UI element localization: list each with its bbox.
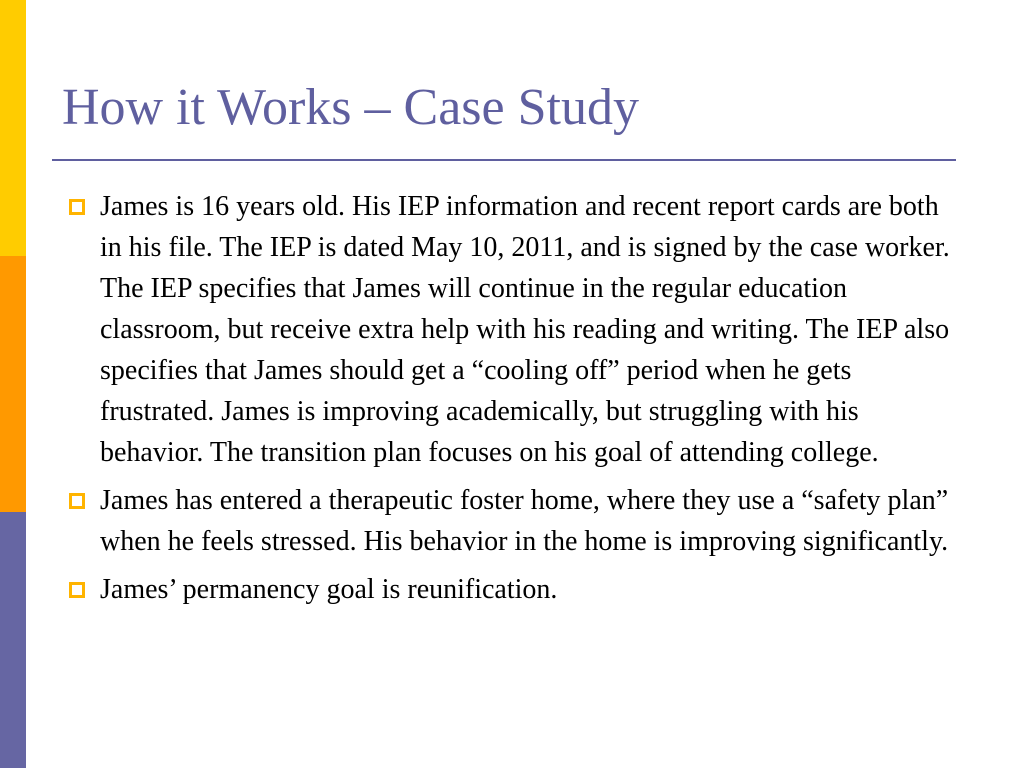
bullet-text: James is 16 years old. His IEP information and recent report cards are both in his file. The IEP is dated May 10, 2011, and is signed by the case worker. The IEP specifies that James will continue in the regular education classroom, but receive extra help with his reading and writing. The IEP also specifies that James should get a “cooling off” period when he gets frustrated. James is improving academically, but struggling with his behavior. The transition plan focuses on his goal of attending college. [100, 191, 950, 468]
hollow-square-bullet-icon [69, 582, 85, 598]
sidebar-yellow-bar [0, 0, 26, 256]
bullet-text: James has entered a therapeutic foster home, where they use a “safety plan” when he feels stressed. His behavior in the home is improving significantly. [100, 485, 949, 557]
hollow-square-bullet-icon [69, 493, 85, 509]
sidebar-purple-bar [0, 512, 26, 768]
bullet-text: James’ permanency goal is reunification. [100, 574, 558, 605]
bullet-item [62, 186, 962, 473]
sidebar-orange-bar [0, 256, 26, 512]
bullet-item [62, 569, 962, 610]
slide-title: How it Works – Case Study [62, 79, 639, 136]
bullet-list [62, 186, 962, 617]
title-underline [52, 159, 956, 161]
hollow-square-bullet-icon [69, 199, 85, 215]
bullet-item [62, 480, 962, 562]
sidebar-color-bars [0, 0, 26, 768]
